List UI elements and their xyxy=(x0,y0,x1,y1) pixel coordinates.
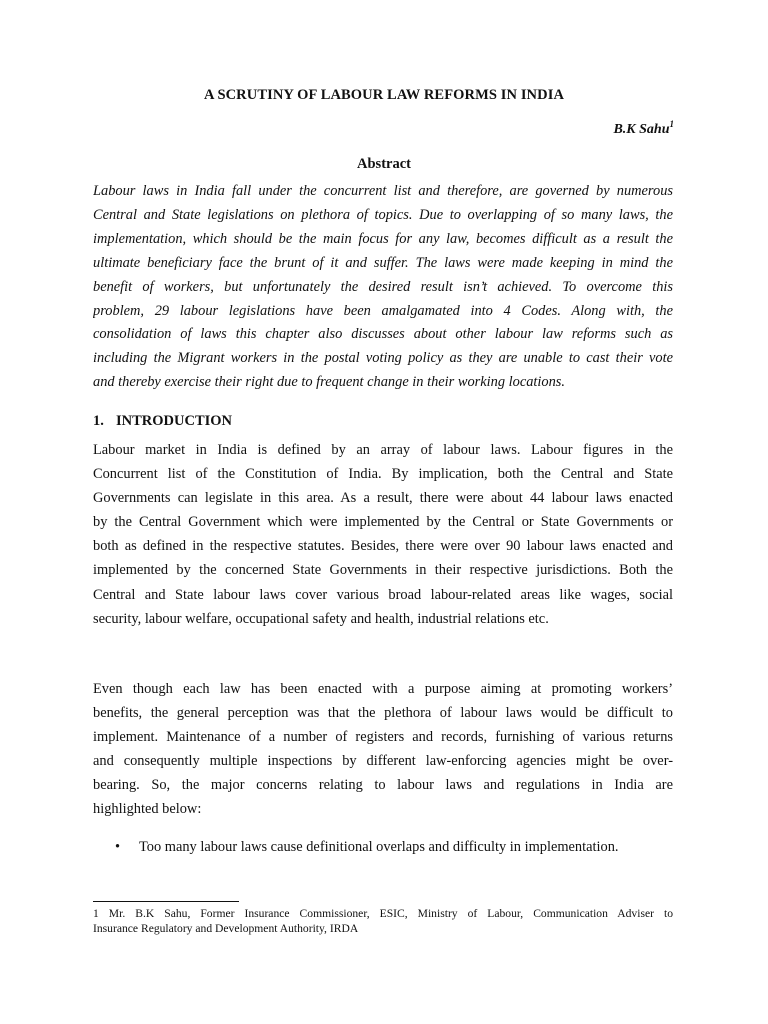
introduction-paragraph-2 xyxy=(93,677,673,822)
paragraph-line: Labour market in India is defined by an array of labour laws. Labour figures in the xyxy=(93,442,673,458)
paragraph-line: bearing. So, the major concerns relating to labour laws and regulations in India are xyxy=(93,777,673,794)
abstract-line: including the Migrant workers in the postal voting policy as they are unable to cast their vote xyxy=(93,350,673,367)
paragraph-line: both as defined in the respective statutes. Besides, there were over 90 labour laws enacted and xyxy=(93,538,673,555)
footnote-line: Insurance Regulatory and Development Authority, IRDA xyxy=(93,922,359,935)
footnote-line: 1 Mr. B.K Sahu, Former Insurance Commissioner, ESIC, Ministry of Labour, Communication Adviser to xyxy=(93,907,673,920)
abstract-line: Labour laws in India fall under the concurrent list and therefore, are governed by numerous xyxy=(93,183,673,199)
author-line xyxy=(613,119,674,138)
bullet-list-item xyxy=(115,839,619,856)
abstract-line: consolidation of laws this chapter also discusses about other labour law reforms such as xyxy=(93,326,673,343)
introduction-paragraph-1 xyxy=(93,438,673,631)
paragraph-line: Concurrent list of the Constitution of India. By implication, both the Central and State xyxy=(93,466,673,483)
bullet-text: Too many labour laws cause definitional overlaps and difficulty in implementation. xyxy=(139,839,619,855)
section-title: INTRODUCTION xyxy=(116,413,233,429)
paragraph-line: Even though each law has been enacted with a purpose aiming at promoting workers’ xyxy=(93,681,673,697)
paragraph-line: Governments can legislate in this area. As a result, there were about 44 labour laws enacted xyxy=(93,490,673,507)
section-heading-introduction xyxy=(93,413,232,430)
abstract-line: implementation, which should be the main focus for any law, becomes difficult as a result the xyxy=(93,230,673,247)
abstract-line: ultimate beneficiary face the brunt of it and suffer. The laws were made keeping in mind the xyxy=(93,254,673,271)
bullet-marker: • xyxy=(115,839,121,855)
paragraph-line: by the Central Government which were implemented by the Central or State Governments or xyxy=(93,514,673,531)
abstract-line: Central and State legislations on plethora of topics. Due to overlapping of so many laws, the xyxy=(93,206,673,223)
document-title: A SCRUTINY OF LABOUR LAW REFORMS IN INDIA xyxy=(203,87,565,103)
author-name: B.K Sahu xyxy=(613,122,670,137)
paragraph-line: implemented by the concerned State Governments in their respective jurisdictions. Both the xyxy=(93,562,673,579)
paragraph-line: benefits, the general perception was that the plethora of labour laws would be difficult to xyxy=(93,705,673,722)
abstract-line: benefit of workers, but unfortunately the desired result isn’t achieved. To overcome this xyxy=(93,278,673,295)
abstract-line: and thereby exercise their right due to frequent change in their working locations. xyxy=(93,374,565,391)
paragraph-line: highlighted below: xyxy=(93,801,202,818)
paragraph-line: Central and State labour laws cover various broad labour-related areas like wages, social xyxy=(93,586,673,603)
footnote-separator xyxy=(93,901,239,902)
paragraph-line: implement. Maintenance of a number of registers and records, furnishing of various returns xyxy=(93,729,673,746)
author-footnote-mark: 1 xyxy=(669,119,674,129)
paragraph-line: security, labour welfare, occupational safety and health, industrial relations etc. xyxy=(93,610,549,627)
abstract-body xyxy=(93,180,673,395)
abstract-heading: Abstract xyxy=(357,156,411,172)
paragraph-line: and consequently multiple inspections by different law-enforcing agencies might be over- xyxy=(93,753,673,770)
section-number: 1. xyxy=(93,413,104,429)
abstract-line: problem, 29 labour legislations have been amalgamated into 4 Codes. Along with, the xyxy=(93,302,673,319)
footnote xyxy=(93,906,673,936)
